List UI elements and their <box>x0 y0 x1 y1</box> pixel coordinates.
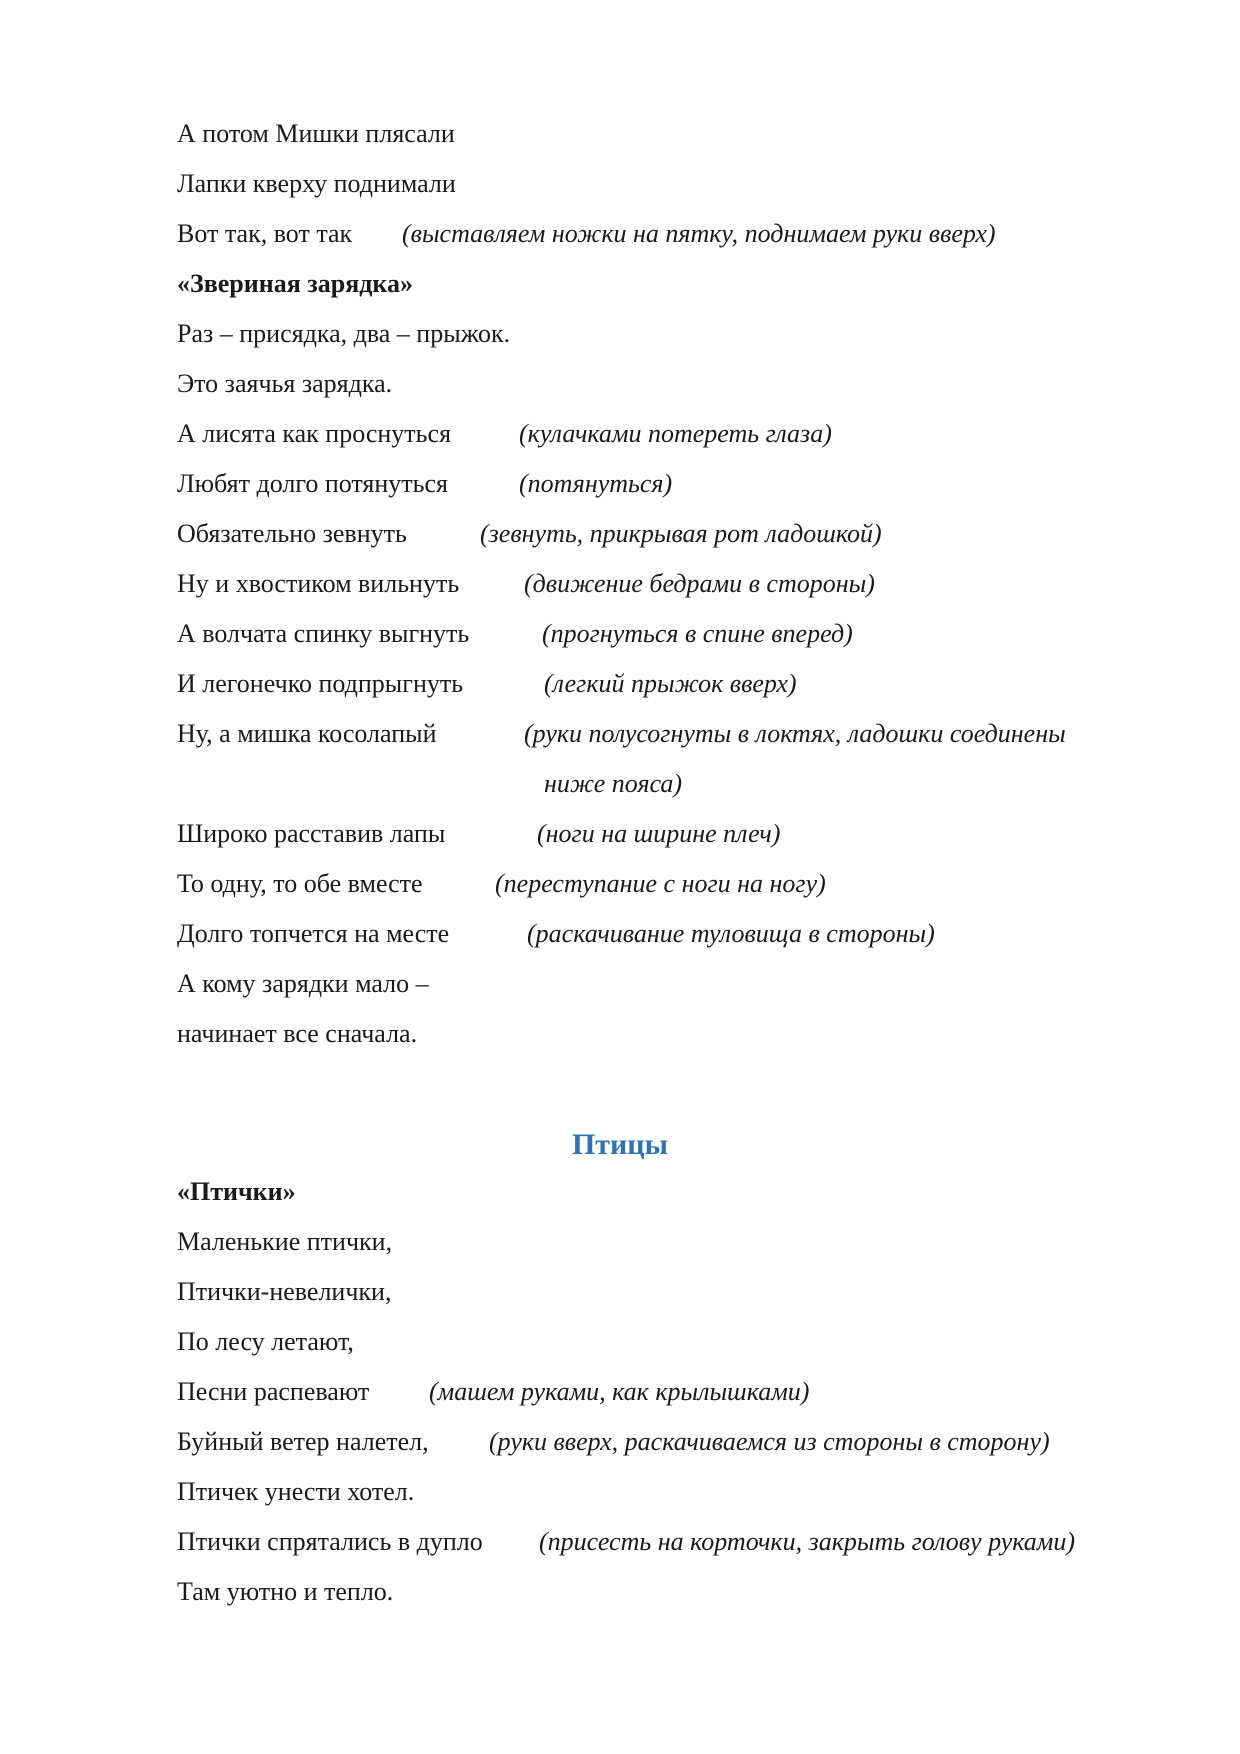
poem-line <box>177 1017 417 1051</box>
stage-direction: (потянуться) <box>519 469 673 498</box>
line-text: А потом Мишки плясали <box>177 119 455 148</box>
line-text: Обязательно зевнуть <box>177 519 407 548</box>
line-text: Птичек унести хотел. <box>177 1477 415 1506</box>
poem-line <box>177 1325 354 1359</box>
line-text: Долго топчется на месте <box>177 919 450 948</box>
line-text: То одну, то обе вместе <box>177 869 423 898</box>
poem-line <box>177 1425 1050 1459</box>
line-text: начинает все сначала. <box>177 1019 418 1048</box>
line-text: По лесу летают, <box>177 1327 354 1356</box>
line-text: Любят долго потянуться <box>177 469 449 498</box>
poem-line <box>177 1575 393 1609</box>
poem-line <box>177 467 673 501</box>
section-title: Птицы <box>571 1128 669 1161</box>
stage-direction: (переступание с ноги на ногу) <box>495 869 826 898</box>
stage-direction: (раскачивание туловища в стороны) <box>527 919 935 948</box>
stage-direction: (движение бедрами в стороны) <box>524 569 875 598</box>
line-text: Там уютно и тепло. <box>177 1577 394 1606</box>
stage-direction: (присесть на корточки, закрыть голову руками) <box>539 1527 1076 1556</box>
line-text: Маленькие птички, <box>177 1227 393 1256</box>
stage-direction: (руки вверх, раскачиваемся из стороны в сторону) <box>489 1427 1050 1456</box>
poem-line <box>177 667 797 701</box>
stage-direction: (кулачками потереть глаза) <box>519 419 832 448</box>
line-text: Раз – присядка, два – прыжок. <box>177 319 511 348</box>
line-text: Лапки кверху поднимали <box>177 169 456 198</box>
line-text: Птички спрятались в дупло <box>177 1527 483 1556</box>
line-text: Буйный ветер налетел, <box>177 1427 429 1456</box>
line-text: Ну, а мишка косолапый <box>177 719 437 748</box>
poem-line <box>177 117 455 151</box>
stage-direction: (руки полусогнуты в локтях, ладошки соединены <box>524 719 1066 748</box>
poem-line <box>177 567 875 601</box>
poem-line <box>177 1525 1076 1559</box>
poem-line <box>177 617 853 651</box>
poem-line <box>177 1275 391 1309</box>
stage-direction: (выставляем ножки на пятку, поднимаем руки вверх) <box>402 219 996 248</box>
line-text: Песни распевают <box>177 1377 370 1406</box>
poem-line <box>177 167 456 201</box>
poem-line <box>177 317 510 351</box>
poem-line <box>177 517 882 551</box>
poem-line <box>177 1375 810 1409</box>
poem-line <box>177 717 1066 751</box>
stage-direction: (зевнуть, прикрывая рот ладошкой) <box>480 519 882 548</box>
exercise-heading: «Птички» <box>177 1177 296 1206</box>
line-text: Птички-невелички, <box>177 1277 392 1306</box>
poem-line <box>177 817 781 851</box>
poem-line <box>177 367 392 401</box>
poem-line <box>177 217 996 251</box>
poem-line <box>177 1475 414 1509</box>
stage-direction: (ноги на ширине плеч) <box>537 819 781 848</box>
line-text: А кому зарядки мало – <box>177 969 429 998</box>
line-text: А лисята как проснуться <box>177 419 452 448</box>
poem-line <box>177 417 832 451</box>
poem-line <box>177 867 826 901</box>
line-text: Широко расставив лапы <box>177 819 446 848</box>
exercise-heading: «Звериная зарядка» <box>177 269 414 298</box>
line-text: Ну и хвостиком вильнуть <box>177 569 460 598</box>
poem-line <box>177 1225 392 1259</box>
poem-line <box>177 917 935 951</box>
poem-line <box>177 967 429 1001</box>
stage-direction: (прогнуться в спине вперед) <box>542 619 853 648</box>
line-text: Это заячья зарядка. <box>177 369 393 398</box>
line-text: Вот так, вот так <box>177 219 353 248</box>
stage-direction: (машем руками, как крылышками) <box>429 1377 810 1406</box>
stage-direction: ниже пояса) <box>544 769 683 798</box>
line-text: И легонечко подпрыгнуть <box>177 669 464 698</box>
stage-direction: (легкий прыжок вверх) <box>544 669 797 698</box>
line-text: А волчата спинку выгнуть <box>177 619 470 648</box>
